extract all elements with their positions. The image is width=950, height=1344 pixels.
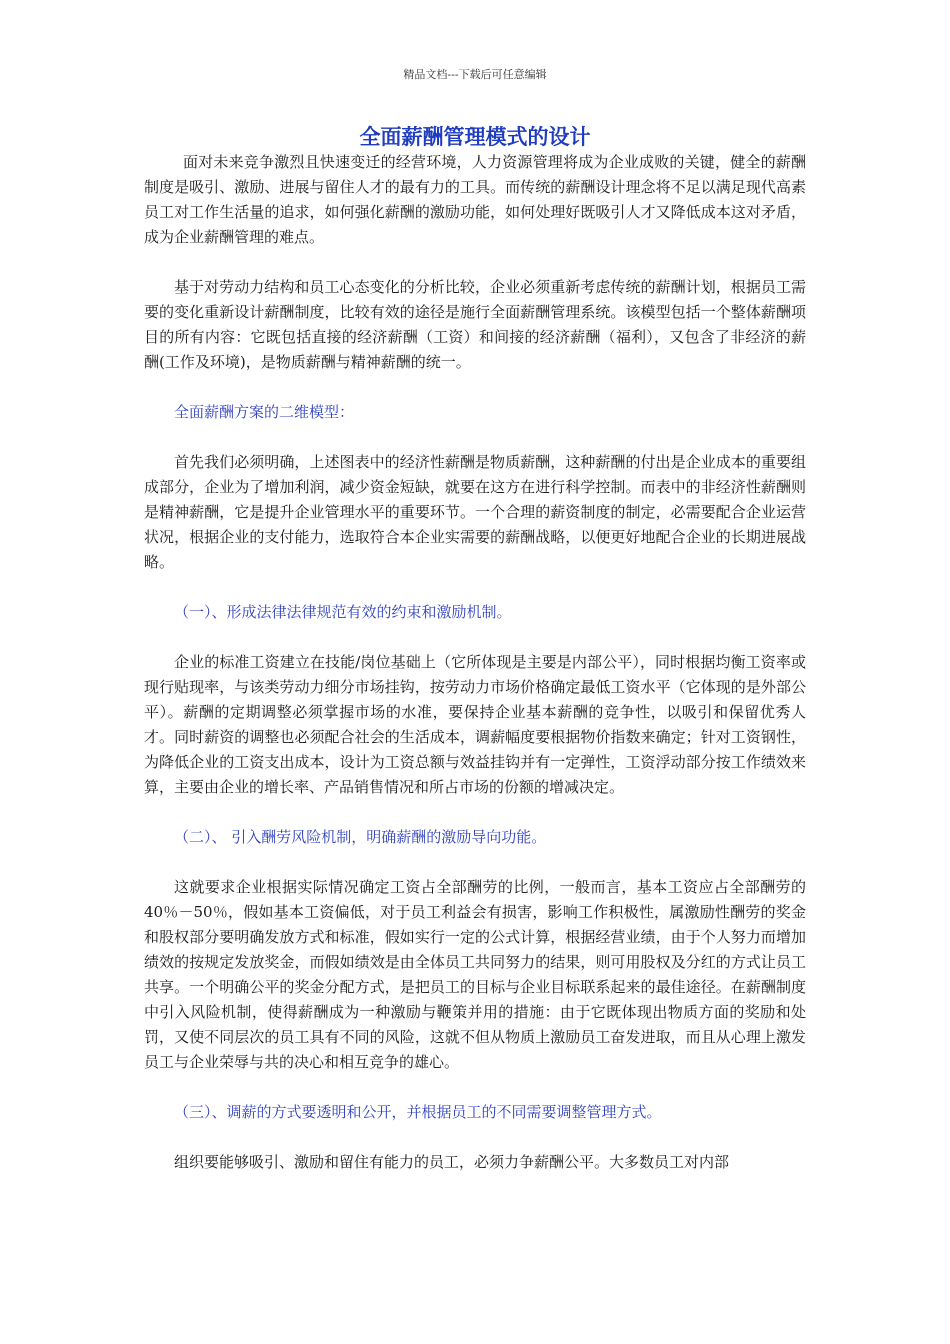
document-title: 全面薪酬管理模式的设计 [359, 124, 591, 149]
section-heading-2d-model: 全面薪酬方案的二维模型： [174, 403, 355, 421]
section-heading-3: （三）、调薪的方式要透明和公开，并根据员工的不同需要调整管理方式。 [174, 1103, 662, 1121]
paragraph-fairness: 组织要能够吸引、激励和留住有能力的员工，必须力争薪酬公平。大多数员工对内部 [174, 1153, 730, 1171]
paragraph-economic-pay: 首先我们必须明确，上述图表中的经济性薪酬是物质薪酬，这种薪酬的付出是企业成本的重要组成部分，企业为了增加利润，减少资金短缺，就要在这方在进行科学控制。而表中的非经济性薪酬则是精神薪酬，它是提升企业管理水平的重要环节。一个合理的薪资制度的制定，必需要配合企业运营状况，根据企业的支付能力，选取符合本企业实需要的薪酬战略，以便更好地配合企业的长期进展战略。 [144, 453, 806, 571]
section-heading-2: （二）、 引入酬劳风险机制，明确薪酬的激励导向功能。 [174, 828, 547, 846]
paragraph-risk-mechanism: 这就要求企业根据实际情况确定工资占全部酬劳的比例，一般而言，基本工资应占全部酬劳的40％－50％，假如基本工资偏低，对于员工利益会有损害，影响工作积极性，属激励性酬劳的奖金和股权部分要明确发放方式和标准，假如实行一定的公式计算，根据经营业绩，由于个人努力而增加绩效的按规定发放奖金，而假如绩效是由全体员工共同努力的结果，则可用股权及分红的方式让员工共享。一个明确公平的奖金分配方式，是把员工的目标与企业目标联系起来的最佳途径。在薪酬制度中引入风险机制，使得薪酬成为一种激励与鞭策并用的措施：由于它既体现出物质方面的奖励和处罚，又使不同层次的员工具有不同的风险，这就不但从物质上激励员工奋发进取，而且从心理上激发员工与企业荣辱与共的决心和相互竞争的雄心。 [144, 878, 806, 1071]
paragraph-model: 基于对劳动力结构和员工心态变化的分析比较，企业必须重新考虑传统的薪酬计划，根据员工需要的变化重新设计薪酬制度，比较有效的途径是施行全面薪酬管理系统。该模型包括一个整体薪酬项目的所有内容：它既包括直接的经济薪酬（工资）和间接的经济薪酬（福利），又包含了非经济的薪酬(工作及环境)，是物质薪酬与精神薪酬的统一。 [144, 278, 806, 371]
paragraph-standard-wage: 企业的标准工资建立在技能/岗位基础上（它所体现是主要是内部公平），同时根据均衡工资率或现行贴现率，与该类劳动力细分市场挂钩，按劳动力市场价格确定最低工资水平（它体现的是外部公平）。薪酬的定期调整必须掌握市场的水准，要保持企业基本薪酬的竞争性，以吸引和保留优秀人才。同时薪资的调整也必须配合社会的生活成本，调薪幅度要根据物价指数来确定；针对工资钢性，为降低企业的工资支出成本，设计为工资总额与效益挂钩并有一定弹性，工资浮动部分按工作绩效来算，主要由企业的增长率、产品销售情况和所占市场的份额的增减决定。 [144, 653, 806, 796]
header-note: 精品文档---下载后可任意编辑 [403, 68, 547, 81]
section-heading-1: （一）、形成法律法律规范有效的约束和激励机制。 [174, 603, 512, 621]
paragraph-intro: 面对未来竞争激烈且快速变迁的经营环境，人力资源管理将成为企业成败的关键，健全的薪酬制度是吸引、激励、进展与留住人才的最有力的工具。而传统的薪酬设计理念将不足以满足现代高素员工对工作生活量的追求，如何强化薪酬的激励功能，如何处理好既吸引人才又降低成本这对矛盾，成为企业薪酬管理的难点。 [144, 153, 806, 246]
document-body [144, 150, 806, 1175]
